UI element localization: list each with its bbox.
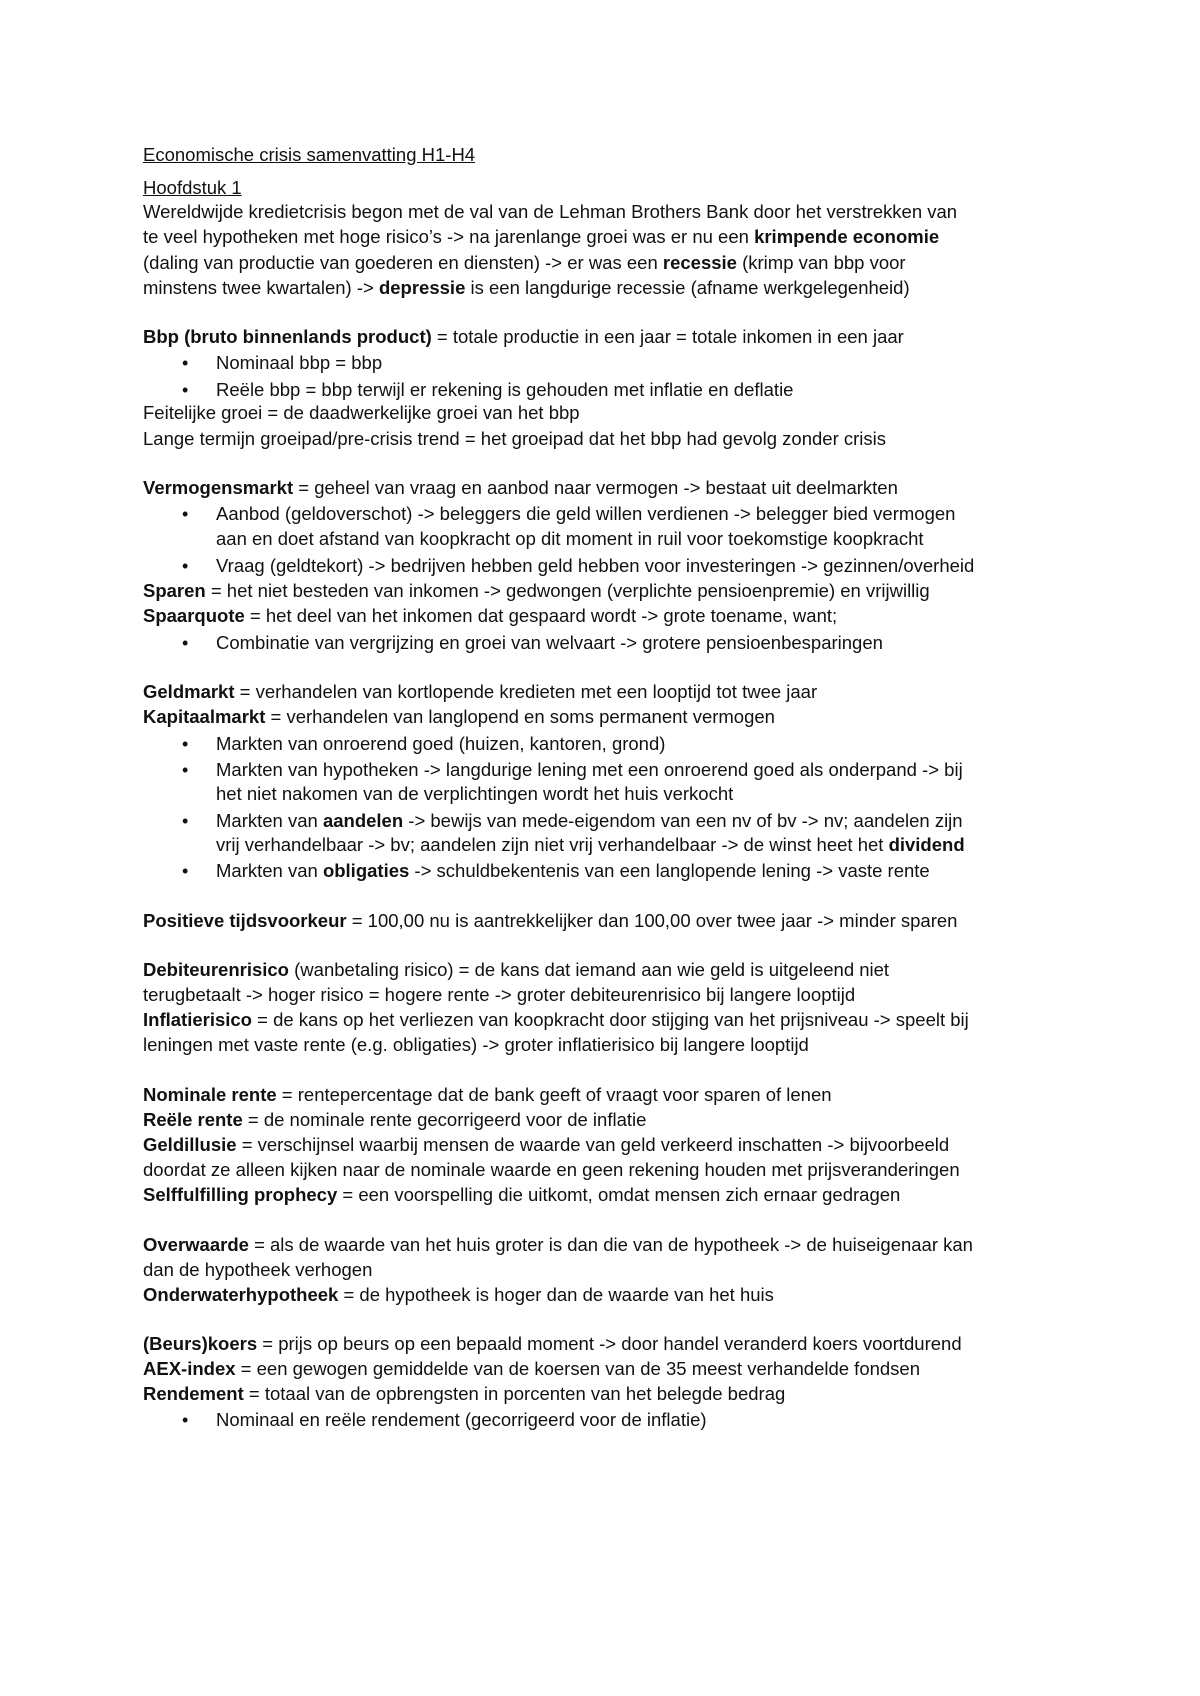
intro-line-4: minstens twee kwartalen) -> depressie is een langdurige recessie (afname werkgelegenheid) bbox=[143, 277, 910, 298]
intro-line-2: te veel hypotheken met hoge risico’s -> na jarenlange groei was er nu een krimpende economie bbox=[143, 226, 940, 247]
term-geldillusie: Geldillusie bbox=[143, 1134, 237, 1155]
term-selffulfilling-prophecy: Selffulfilling prophecy bbox=[143, 1184, 338, 1205]
term-rendement: Rendement bbox=[143, 1383, 244, 1404]
rendement-bullet: • Nominaal en reële rendement (gecorrigeerd voor de inflatie) bbox=[216, 1411, 707, 1430]
kapitaal-bullet-aandelen: • Markten van aandelen -> bewijs van mede-eigendom van een nv of bv -> nv; aandelen zijn bbox=[216, 812, 963, 831]
kapitaal-bullet-obligaties: • Markten van obligaties -> schuldbekentenis van een langlopende lening -> vaste rente bbox=[216, 862, 930, 881]
kapitaalmarkt-definition: Kapitaalmarkt = verhandelen van langlopend en soms permanent vermogen bbox=[143, 706, 775, 727]
kapitaal-bullet-hypotheken-cont: het niet nakomen van de verplichtingen wordt het huis verkocht bbox=[216, 783, 734, 804]
reele-rente-definition: Reële rente = de nominale rente gecorrigeerd voor de inflatie bbox=[143, 1109, 647, 1130]
document-title: Economische crisis samenvatting H1-H4 bbox=[143, 144, 476, 165]
overwaarde-line-2: dan de hypotheek verhogen bbox=[143, 1259, 373, 1280]
sparen-definition: Sparen = het niet besteden van inkomen -> gedwongen (verplichte pensioenpremie) en vrijwillig bbox=[143, 580, 930, 601]
term-aandelen: aandelen bbox=[322, 810, 404, 831]
selffulfilling-definition: Selffulfilling prophecy = een voorspelling die uitkomt, omdat mensen zich ernaar gedragen bbox=[143, 1184, 901, 1205]
term-spaarquote: Spaarquote bbox=[143, 605, 245, 626]
term-overwaarde: Overwaarde bbox=[143, 1234, 249, 1255]
term-onderwaterhypotheek: Onderwaterhypotheek bbox=[143, 1284, 339, 1305]
debiteurenrisico-definition: Debiteurenrisico (wanbetaling risico) = de kans dat iemand aan wie geld is uitgeleend niet bbox=[143, 959, 890, 980]
aex-index-definition: AEX-index = een gewogen gemiddelde van de koersen van de 35 meest verhandelde fondsen bbox=[143, 1358, 921, 1379]
term-sparen: Sparen bbox=[143, 580, 206, 601]
term-dividend: dividend bbox=[888, 834, 965, 855]
term-geldmarkt: Geldmarkt bbox=[143, 681, 235, 702]
bbp-line-feitelijke-groei: Feitelijke groei = de daadwerkelijke groei van het bbp bbox=[143, 402, 580, 423]
spaarquote-definition: Spaarquote = het deel van het inkomen dat gespaard wordt -> grote toename, want; bbox=[143, 605, 838, 626]
debiteurenrisico-line-2: terugbetaalt -> hoger risico = hogere rente -> groter debiteurenrisico bij langere looptijd bbox=[143, 984, 856, 1005]
vermogen-bullet-aanbod: • Aanbod (geldoverschot) -> beleggers die geld willen verdienen -> belegger bied vermogen bbox=[216, 505, 955, 524]
onderwaterhypotheek-definition: Onderwaterhypotheek = de hypotheek is hoger dan de waarde van het huis bbox=[143, 1284, 774, 1305]
bbp-bullet-1: • Nominaal bbp = bbp bbox=[216, 354, 382, 373]
kapitaal-bullet-hypotheken: • Markten van hypotheken -> langdurige lening met een onroerend goed als onderpand -> bij bbox=[216, 761, 963, 780]
term-reele-rente: Reële rente bbox=[143, 1109, 243, 1130]
spaarquote-bullet: • Combinatie van vergrijzing en groei van welvaart -> grotere pensioenbesparingen bbox=[216, 634, 883, 653]
intro-line-1: Wereldwijde kredietcrisis begon met de val van de Lehman Brothers Bank door het verstrekken van bbox=[143, 201, 958, 222]
chapter-heading: Hoofdstuk 1 bbox=[143, 177, 242, 198]
geldmarkt-definition: Geldmarkt = verhandelen van kortlopende kredieten met een looptijd tot twee jaar bbox=[143, 681, 818, 702]
term-aex-index: AEX-index bbox=[143, 1358, 236, 1379]
term-nominale-rente: Nominale rente bbox=[143, 1084, 277, 1105]
bbp-definition: Bbp (bruto binnenlands product) = totale productie in een jaar = totale inkomen in een jaar bbox=[143, 326, 904, 347]
kapitaal-bullet-aandelen-cont: vrij verhandelbaar -> bv; aandelen zijn niet vrij verhandelbaar -> de winst heet het dividend bbox=[216, 834, 965, 855]
term-recessie: recessie bbox=[662, 252, 737, 273]
term-vermogensmarkt: Vermogensmarkt bbox=[143, 477, 294, 498]
vermogen-bullet-aanbod-cont: aan en doet afstand van koopkracht op dit moment in ruil voor toekomstige koopkracht bbox=[216, 528, 924, 549]
inflatierisico-line-2: leningen met vaste rente (e.g. obligaties) -> groter inflatierisico bij langere looptijd bbox=[143, 1034, 809, 1055]
term-depressie: depressie bbox=[378, 277, 466, 298]
geldillusie-definition: Geldillusie = verschijnsel waarbij mensen de waarde van geld verkeerd inschatten -> bijvoorbeeld bbox=[143, 1134, 950, 1155]
geldillusie-line-2: doordat ze alleen kijken naar de nominale waarde en geen rekening houden met prijsveranderingen bbox=[143, 1159, 960, 1180]
term-bbp: Bbp (bruto binnenlands product) bbox=[143, 326, 432, 347]
beurskoers-definition: (Beurs)koers = prijs op beurs op een bepaald moment -> door handel veranderd koers voortdurend bbox=[143, 1333, 962, 1354]
term-tijdsvoorkeur: Positieve tijdsvoorkeur bbox=[143, 910, 347, 931]
kapitaal-bullet-onroerend-goed: • Markten van onroerend goed (huizen, kantoren, grond) bbox=[216, 735, 665, 754]
term-kapitaalmarkt: Kapitaalmarkt bbox=[143, 706, 266, 727]
vermogen-bullet-vraag: • Vraag (geldtekort) -> bedrijven hebben geld hebben voor investeringen -> gezinnen/overheid bbox=[216, 557, 974, 576]
term-krimpende-economie: krimpende economie bbox=[754, 226, 940, 247]
intro-line-3: (daling van productie van goederen en diensten) -> er was een recessie (krimp van bbp voor bbox=[143, 252, 906, 273]
tijdsvoorkeur-definition: Positieve tijdsvoorkeur = 100,00 nu is aantrekkelijker dan 100,00 over twee jaar -> minder sparen bbox=[143, 910, 958, 931]
term-debiteurenrisico: Debiteurenrisico bbox=[143, 959, 289, 980]
bbp-line-groeipad: Lange termijn groeipad/pre-crisis trend = het groeipad dat het bbp had gevolg zonder crisis bbox=[143, 428, 887, 449]
term-obligaties: obligaties bbox=[322, 860, 410, 881]
vermogensmarkt-definition: Vermogensmarkt = geheel van vraag en aanbod naar vermogen -> bestaat uit deelmarkten bbox=[143, 477, 898, 498]
rendement-definition: Rendement = totaal van de opbrengsten in porcenten van het belegde bedrag bbox=[143, 1383, 786, 1404]
term-inflatierisico: Inflatierisico bbox=[143, 1009, 252, 1030]
inflatierisico-definition: Inflatierisico = de kans op het verliezen van koopkracht door stijging van het prijsniveau -> speelt bij bbox=[143, 1009, 969, 1030]
overwaarde-definition: Overwaarde = als de waarde van het huis groter is dan die van de hypotheek -> de huiseigenaar kan bbox=[143, 1234, 973, 1255]
term-beurskoers: (Beurs)koers bbox=[143, 1333, 258, 1354]
bbp-bullet-2: • Reële bbp = bbp terwijl er rekening is gehouden met inflatie en deflatie bbox=[216, 381, 793, 400]
nominale-rente-definition: Nominale rente = rentepercentage dat de bank geeft of vraagt voor sparen of lenen bbox=[143, 1084, 832, 1105]
